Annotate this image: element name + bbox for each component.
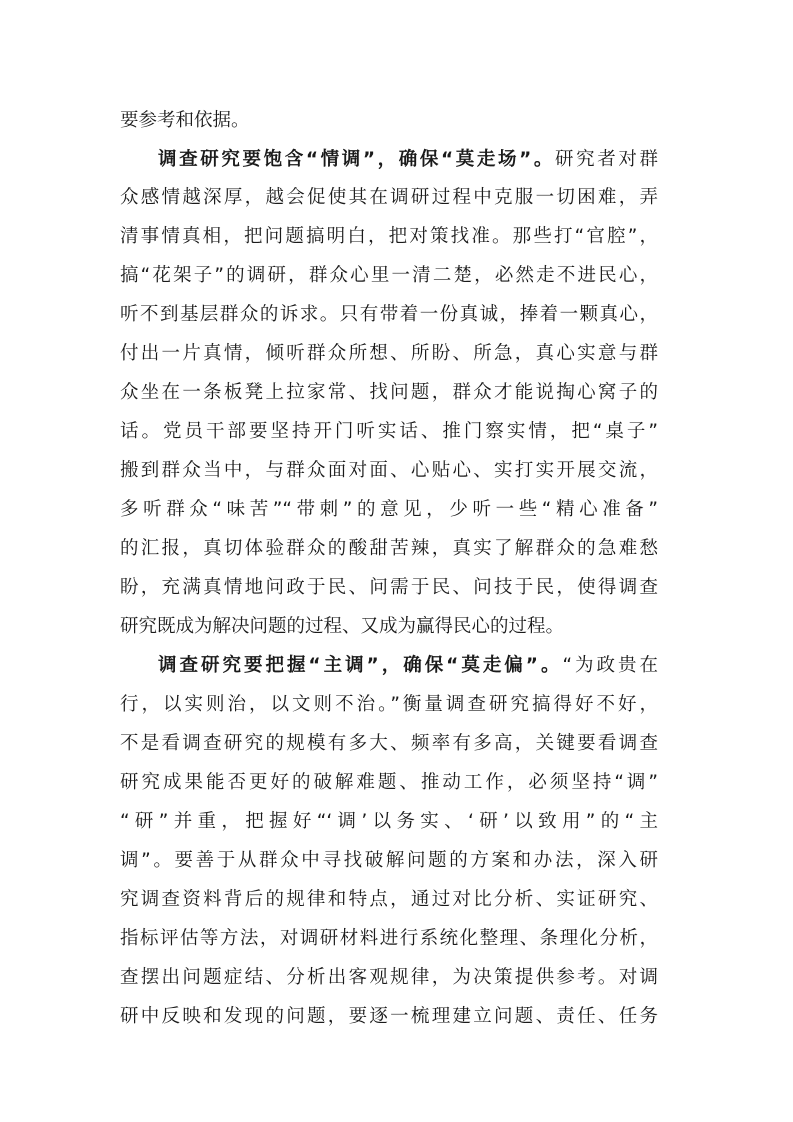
text-line-17 <box>120 724 658 764</box>
text-line-10 <box>120 451 658 491</box>
text-line-12 <box>120 529 658 569</box>
line-text: “研”并重，把握好“‘调’以务实、‘研’以致用”的“主 <box>120 811 658 832</box>
line-text: “为政贵在 <box>562 655 658 676</box>
paragraph-heading-2 <box>158 646 658 686</box>
text-line-22 <box>120 919 658 959</box>
line-text: 行，以实则治，以文则不治。”衡量调查研究搞得好不好， <box>120 694 658 715</box>
line-text: 要参考和依据。 <box>120 110 250 131</box>
line-text: 众感情越深厚，越会促使其在调研过程中克服一切困难，弄 <box>120 187 658 208</box>
text-line-9 <box>120 412 658 452</box>
line-text: 清事情真相，把问题搞明白，把对策找准。那些打“官腔”， <box>120 226 658 247</box>
line-text: 付出一片真情，倾听群众所想、所盼、所急，真心实意与群 <box>120 343 658 364</box>
line-text: 究调查资料背后的规律和特点，通过对比分析、实证研究、 <box>120 889 658 910</box>
line-text: 研究者对群 <box>555 149 658 170</box>
line-text: 搬到群众当中，与群众面对面、心贴心、实打实开展交流， <box>120 460 658 481</box>
paragraph-heading-1 <box>158 140 658 180</box>
text-line-11 <box>120 490 658 530</box>
bold-heading-text: 调查研究要饱含“情调”，确保“莫走场”。 <box>158 149 556 170</box>
text-line-3 <box>120 178 658 218</box>
text-line-1 <box>120 101 658 141</box>
text-line-6 <box>120 295 658 335</box>
line-text: 不是看调查研究的规模有多大、频率有多高，关键要看调查 <box>120 733 658 754</box>
text-line-23 <box>120 958 658 998</box>
text-line-5 <box>120 256 658 296</box>
text-line-19 <box>120 802 658 842</box>
line-text: 众坐在一条板凳上拉家常、找问题，群众才能说掏心窝子的 <box>120 382 658 403</box>
text-line-4 <box>120 217 658 257</box>
text-line-16 <box>120 685 658 725</box>
line-text: 研究既成为解决问题的过程、又成为赢得民心的过程。 <box>120 616 565 637</box>
text-line-18 <box>120 763 658 803</box>
line-text: 搞“花架子”的调研，群众心里一清二楚，必然走不进民心， <box>120 265 658 286</box>
text-line-20 <box>120 841 658 881</box>
text-line-13 <box>120 568 658 608</box>
text-line-24 <box>120 997 658 1037</box>
line-text: 指标评估等方法，对调研材料进行系统化整理、条理化分析， <box>120 928 658 949</box>
line-text: 话。党员干部要坚持开门听实话、推门察实情，把“桌子” <box>120 421 658 442</box>
line-text: 调”。要善于从群众中寻找破解问题的方案和办法，深入研 <box>120 850 658 871</box>
line-text: 研中反映和发现的问题，要逐一梳理建立问题、责任、任务 <box>120 1006 658 1027</box>
line-text: 多听群众“味苦”“带刺”的意见，少听一些“精心准备” <box>120 499 658 520</box>
line-text: 的汇报，真切体验群众的酸甜苦辣，真实了解群众的急难愁 <box>120 538 658 559</box>
line-text: 盼，充满真情地问政于民、问需于民、问技于民，使得调查 <box>120 577 658 598</box>
text-line-8 <box>120 373 658 413</box>
line-text: 查摆出问题症结、分析出客观规律，为决策提供参考。对调 <box>120 967 658 988</box>
line-text: 研究成果能否更好的破解难题、推动工作，必须坚持“调” <box>120 772 658 793</box>
text-line-7 <box>120 334 658 374</box>
line-text: 听不到基层群众的诉求。只有带着一份真诚，捧着一颗真心， <box>120 304 658 325</box>
text-line-21 <box>120 880 658 920</box>
bold-heading-text: 调查研究要把握“主调”，确保“莫走偏”。 <box>158 655 563 676</box>
text-line-14 <box>120 607 658 647</box>
